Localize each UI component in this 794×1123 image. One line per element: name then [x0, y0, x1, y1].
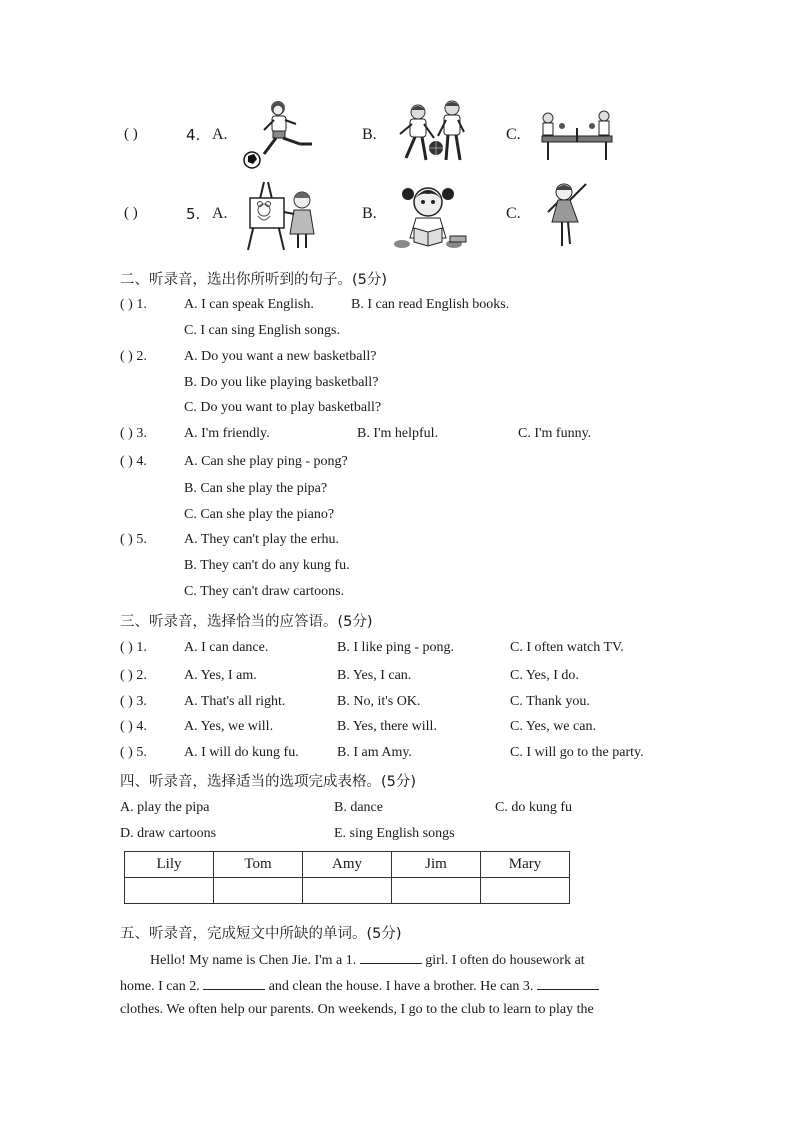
p2-q1-option-a: A. I can speak English. — [184, 297, 314, 312]
table-header-mary: Mary — [481, 852, 570, 878]
passage-line-3: clothes. We often help our parents. On weekends, I go to the club to learn to play the — [120, 1002, 594, 1017]
p3-q5-option-a: A. I will do kung fu. — [184, 745, 299, 760]
blank-1[interactable] — [360, 951, 422, 964]
p3-q5-option-c: C. I will go to the party. — [510, 745, 644, 760]
p2-q4-option-c: C. Can she play the piano? — [184, 507, 335, 522]
p2-q2-option-b: B. Do you like playing basketball? — [184, 375, 379, 390]
passage-line-2 — [120, 977, 599, 995]
p2-q3-option-b: B. I'm helpful. — [357, 426, 439, 441]
p3-q1-number[interactable]: ( ) 1. — [120, 640, 147, 655]
p3-q3-option-b: B. No, it's OK. — [337, 694, 421, 709]
answer-cell-jim[interactable] — [392, 878, 481, 904]
passage-line-1-start: Hello! My name is Chen Jie. I'm a 1. — [150, 953, 357, 968]
table-header-lily: Lily — [125, 852, 214, 878]
boys-playing-basketball-image[interactable] — [390, 98, 480, 172]
part2-heading: 二、听录音，选出你所听到的句子。(5分) — [120, 272, 388, 288]
part5-heading: 五、听录音，完成短文中所缺的单词。(5分) — [120, 926, 402, 942]
p2-q1-option-b: B. I can read English books. — [351, 297, 510, 312]
answer-table — [124, 851, 570, 904]
p2-q4-option-b: B. Can she play the pipa? — [184, 481, 328, 496]
p2-q5-option-a: A. They can't play the erhu. — [184, 532, 340, 547]
p2-q2-option-c: C. Do you want to play basketball? — [184, 400, 382, 415]
p3-q3-option-c: C. Thank you. — [510, 694, 590, 709]
boy-playing-football-image[interactable] — [240, 98, 322, 172]
kids-playing-ping-pong-image[interactable] — [534, 108, 618, 164]
p4-option-b: B. dance — [334, 800, 383, 815]
p2-q2-option-a: A. Do you want a new basketball? — [184, 349, 377, 364]
p4-option-d: D. draw cartoons — [120, 826, 217, 841]
passage-line-2-middle: and clean the house. I have a brother. He can 3. — [268, 979, 534, 994]
q4-option-c-label: C. — [506, 126, 521, 143]
p2-q4-number[interactable]: ( ) 4. — [120, 454, 147, 469]
p2-q1-option-c: C. I can sing English songs. — [184, 323, 340, 338]
p3-q5-number[interactable]: ( ) 5. — [120, 745, 147, 760]
p3-q2-number[interactable]: ( ) 2. — [120, 668, 147, 683]
girl-dancing-image[interactable] — [540, 178, 596, 252]
girl-drawing-cartoon-image[interactable] — [240, 178, 320, 252]
q4-number: 4. — [186, 126, 201, 144]
p2-q3-option-c: C. I'm funny. — [518, 426, 592, 441]
answer-table-input-row — [125, 878, 570, 904]
p4-option-a: A. play the pipa — [120, 800, 210, 815]
p3-q3-option-a: A. That's all right. — [184, 694, 286, 709]
passage-line-1 — [150, 951, 585, 969]
blank-2[interactable] — [203, 977, 265, 990]
p3-q1-option-c: C. I often watch TV. — [510, 640, 624, 655]
part3-heading: 三、听录音，选择恰当的应答语。(5分) — [120, 614, 373, 630]
p3-q2-option-c: C. Yes, I do. — [510, 668, 579, 683]
p4-option-c: C. do kung fu — [495, 800, 572, 815]
p3-q4-option-c: C. Yes, we can. — [510, 719, 596, 734]
table-header-jim: Jim — [392, 852, 481, 878]
table-header-amy: Amy — [303, 852, 392, 878]
q5-option-a-label: A. — [212, 205, 228, 222]
passage-line-1-end: girl. I often do housework at — [425, 953, 585, 968]
p3-q4-option-b: B. Yes, there will. — [337, 719, 437, 734]
p2-q5-number[interactable]: ( ) 5. — [120, 532, 147, 547]
p2-q2-number[interactable]: ( ) 2. — [120, 349, 147, 364]
q4-paren[interactable]: ( ) — [124, 126, 138, 142]
p3-q2-option-a: A. Yes, I am. — [184, 668, 257, 683]
p3-q4-option-a: A. Yes, we will. — [184, 719, 274, 734]
p2-q5-option-c: C. They can't draw cartoons. — [184, 584, 345, 599]
passage-line-2-start: home. I can 2. — [120, 979, 200, 994]
q5-option-b-label: B. — [362, 205, 377, 222]
answer-cell-lily[interactable] — [125, 878, 214, 904]
p3-q2-option-b: B. Yes, I can. — [337, 668, 412, 683]
p3-q3-number[interactable]: ( ) 3. — [120, 694, 147, 709]
answer-table-header-row — [125, 852, 570, 878]
p2-q4-option-a: A. Can she play ping - pong? — [184, 454, 348, 469]
answer-cell-mary[interactable] — [481, 878, 570, 904]
p3-q1-option-a: A. I can dance. — [184, 640, 269, 655]
answer-cell-tom[interactable] — [214, 878, 303, 904]
table-header-tom: Tom — [214, 852, 303, 878]
p2-q3-option-a: A. I'm friendly. — [184, 426, 270, 441]
girl-reading-book-image[interactable] — [388, 180, 468, 254]
part4-heading: 四、听录音，选择适当的选项完成表格。(5分) — [120, 774, 417, 790]
q5-number: 5. — [186, 205, 201, 223]
p3-q1-option-b: B. I like ping - pong. — [337, 640, 455, 655]
p4-option-e: E. sing English songs — [334, 826, 455, 841]
p3-q5-option-b: B. I am Amy. — [337, 745, 412, 760]
q5-option-c-label: C. — [506, 205, 521, 222]
q5-paren[interactable]: ( ) — [124, 205, 138, 221]
blank-3[interactable] — [537, 977, 599, 990]
p2-q3-number[interactable]: ( ) 3. — [120, 426, 147, 441]
p2-q5-option-b: B. They can't do any kung fu. — [184, 558, 350, 573]
q4-option-a-label: A. — [212, 126, 228, 143]
p3-q4-number[interactable]: ( ) 4. — [120, 719, 147, 734]
p2-q1-number[interactable]: ( ) 1. — [120, 297, 147, 312]
q4-option-b-label: B. — [362, 126, 377, 143]
answer-cell-amy[interactable] — [303, 878, 392, 904]
